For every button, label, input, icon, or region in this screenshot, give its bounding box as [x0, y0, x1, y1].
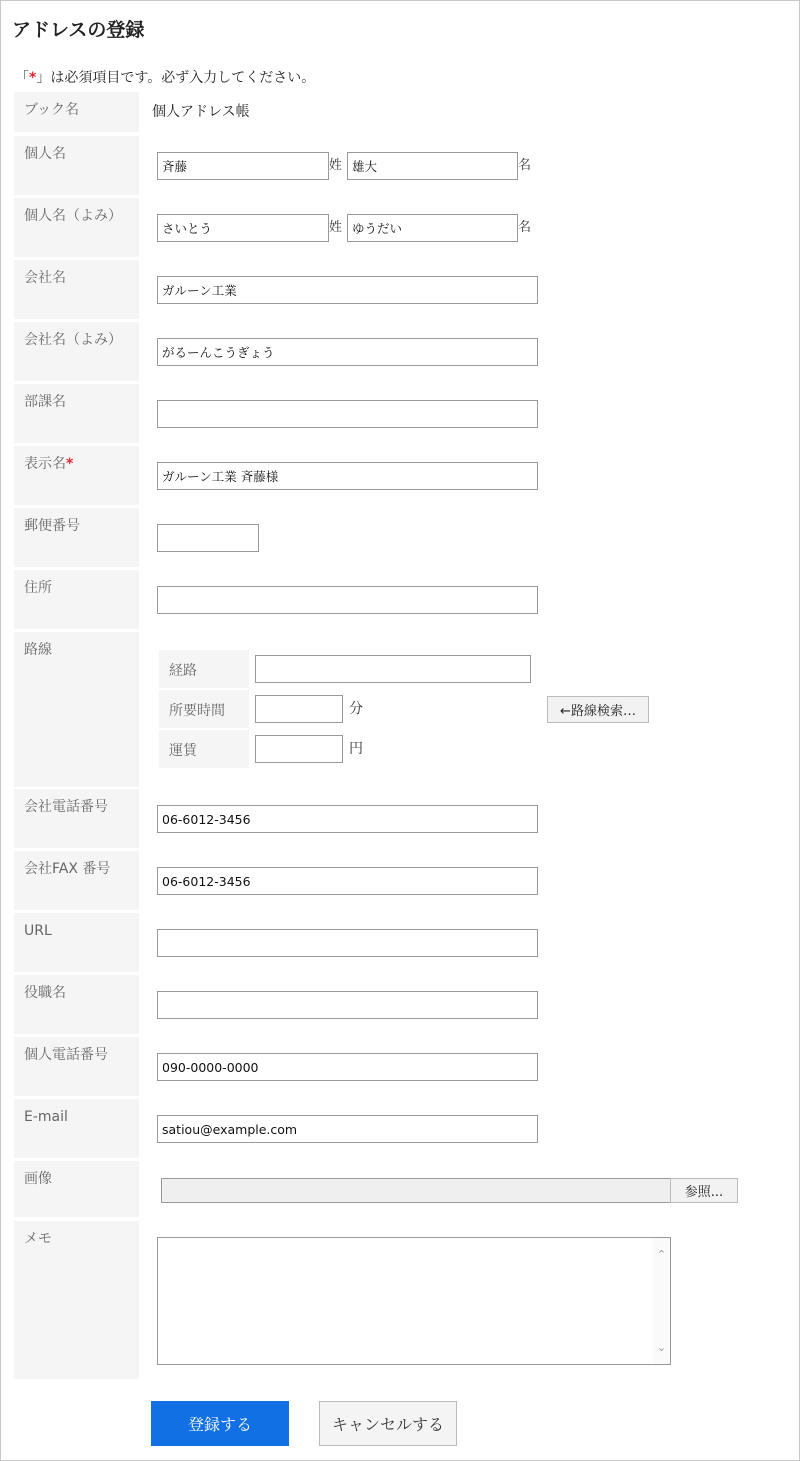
route-path-label: 経路 — [159, 650, 249, 688]
department-input[interactable] — [157, 400, 538, 428]
job-title-input[interactable] — [157, 991, 538, 1019]
email-label: E-mail — [14, 1099, 139, 1158]
memo-scrollbar[interactable] — [653, 1238, 670, 1364]
scroll-up-icon[interactable]: ⌃ — [656, 1248, 667, 1261]
last-name-input[interactable] — [157, 152, 329, 180]
note-text: 」は必須項目です。必ず入力してください。 — [36, 70, 316, 86]
postal-input[interactable] — [157, 524, 259, 552]
route-search-button[interactable]: ←路線検索… — [547, 696, 649, 723]
first-name-kana-suffix: 名 — [518, 220, 532, 235]
last-name-kana-input[interactable] — [157, 214, 329, 242]
address-label: 住所 — [14, 570, 139, 629]
image-browse-button[interactable]: 参照... — [670, 1178, 738, 1203]
display-name-input[interactable] — [157, 462, 538, 490]
first-name-suffix: 名 — [518, 158, 532, 173]
company-kana-input[interactable] — [157, 338, 538, 366]
company-fax-input[interactable] — [157, 867, 538, 895]
company-label: 会社名 — [14, 260, 139, 319]
company-input[interactable] — [157, 276, 538, 304]
memo-label: メモ — [14, 1221, 139, 1379]
route-fare-unit: 円 — [349, 741, 363, 757]
book-value: 個人アドレス帳 — [152, 104, 250, 120]
last-name-suffix: 姓 — [329, 158, 343, 173]
last-name-kana-suffix: 姓 — [329, 220, 343, 235]
memo-textarea[interactable] — [157, 1237, 671, 1365]
route-time-unit: 分 — [349, 701, 363, 717]
department-label: 部課名 — [14, 384, 139, 443]
route-label: 路線 — [14, 632, 139, 787]
job-title-label: 役職名 — [14, 975, 139, 1034]
url-label: URL — [14, 913, 139, 972]
address-input[interactable] — [157, 586, 538, 614]
route-fare-input[interactable] — [255, 735, 343, 763]
image-label: 画像 — [14, 1161, 139, 1217]
personal-phone-input[interactable] — [157, 1053, 538, 1081]
email-input[interactable] — [157, 1115, 538, 1143]
required-mark: * — [29, 70, 37, 86]
name-kana-label: 個人名（よみ） — [14, 198, 139, 257]
company-fax-label: 会社FAX 番号 — [14, 851, 139, 910]
route-fare-label: 運賃 — [159, 730, 249, 768]
url-input[interactable] — [157, 929, 538, 957]
company-kana-label: 会社名（よみ） — [14, 322, 139, 381]
company-phone-input[interactable] — [157, 805, 538, 833]
route-time-label: 所要時間 — [159, 690, 249, 728]
submit-button[interactable]: 登録する — [151, 1401, 289, 1446]
display-name-label — [14, 446, 139, 505]
book-label: ブック名 — [14, 92, 139, 132]
page-title: アドレスの登録 — [12, 19, 145, 41]
required-note — [15, 68, 315, 88]
cancel-button[interactable]: キャンセルする — [319, 1401, 457, 1446]
route-time-input[interactable] — [255, 695, 343, 723]
first-name-kana-input[interactable] — [347, 214, 518, 242]
first-name-input[interactable] — [347, 152, 518, 180]
name-label: 個人名 — [14, 136, 139, 195]
scroll-down-icon[interactable]: ⌄ — [656, 1341, 667, 1354]
route-path-input[interactable] — [255, 655, 531, 683]
display-name-required-mark: * — [66, 456, 74, 472]
personal-phone-label: 個人電話番号 — [14, 1037, 139, 1096]
image-file-field[interactable] — [161, 1178, 670, 1203]
postal-label: 郵便番号 — [14, 508, 139, 567]
note-open: 「 — [15, 70, 29, 86]
display-name-label-text: 表示名 — [24, 456, 66, 472]
company-phone-label: 会社電話番号 — [14, 789, 139, 848]
